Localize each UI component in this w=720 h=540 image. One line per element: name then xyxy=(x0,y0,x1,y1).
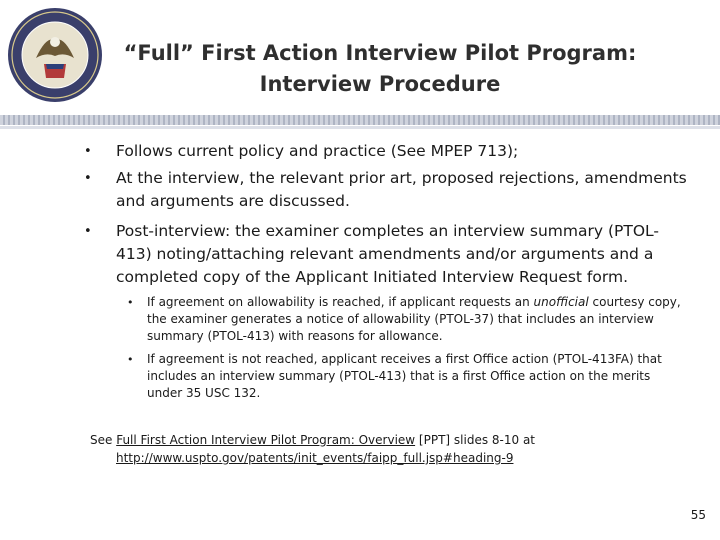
sub-bullet-text: If agreement is not reached, applicant receives a first Office action (PTOL-413FA) that includes an interview summary (PTOL-413) that is a first Office action on the merits under 35 USC 132. xyxy=(147,352,662,400)
reference-prefix: See xyxy=(90,433,117,447)
reference-middle: [PPT] slides 8-10 at xyxy=(415,433,535,447)
reference-url-link[interactable]: http://www.uspto.gov/patents/init_events/faipp_full.jsp#heading-9 xyxy=(116,451,514,465)
page-number: 55 xyxy=(690,508,706,522)
uspto-seal-logo xyxy=(6,6,104,104)
header-divider-band xyxy=(0,115,720,125)
header-divider-line xyxy=(0,126,720,129)
sub-bullet-text-start: If agreement on allowability is reached, if applicant requests an xyxy=(147,295,534,309)
bullet-item-2 xyxy=(84,167,691,213)
reference-note xyxy=(90,431,690,467)
bullet-item-3 xyxy=(84,220,691,289)
bullet-item-1 xyxy=(84,140,691,163)
sub-bullet-dot: • xyxy=(127,296,134,309)
sub-bullet-emphasis: unofficial xyxy=(533,295,589,309)
slide-title xyxy=(110,38,650,100)
bullet-text: Follows current policy and practice (See MPEP 713); xyxy=(116,142,519,160)
bullet-text: Post-interview: the examiner completes an interview summary (PTOL-413) noting/attaching relevant amendments and/or arguments and a completed copy of the Applicant Initiated Interview Request form. xyxy=(116,222,659,286)
sub-bullet-item-2 xyxy=(127,351,687,402)
sub-bullet-dot: • xyxy=(127,353,134,366)
bullet-dot: • xyxy=(84,171,92,186)
slide-title-line2: Interview Procedure xyxy=(259,72,501,96)
bullet-dot: • xyxy=(84,224,92,239)
bullet-dot: • xyxy=(84,144,92,159)
sub-bullet-item-1 xyxy=(127,294,687,345)
slide-title-line1: “Full” First Action Interview Pilot Program: xyxy=(123,41,637,65)
sub-bullet-text-end: courtesy copy, the examiner generates a notice of allowability (PTOL-37) that includes an interview summary (PTOL-413) with reasons for allowance. xyxy=(147,295,681,343)
overview-link[interactable]: Full First Action Interview Pilot Program: Overview xyxy=(116,433,416,447)
bullet-text: At the interview, the relevant prior art, proposed rejections, amendments and arguments are discussed. xyxy=(116,169,687,210)
